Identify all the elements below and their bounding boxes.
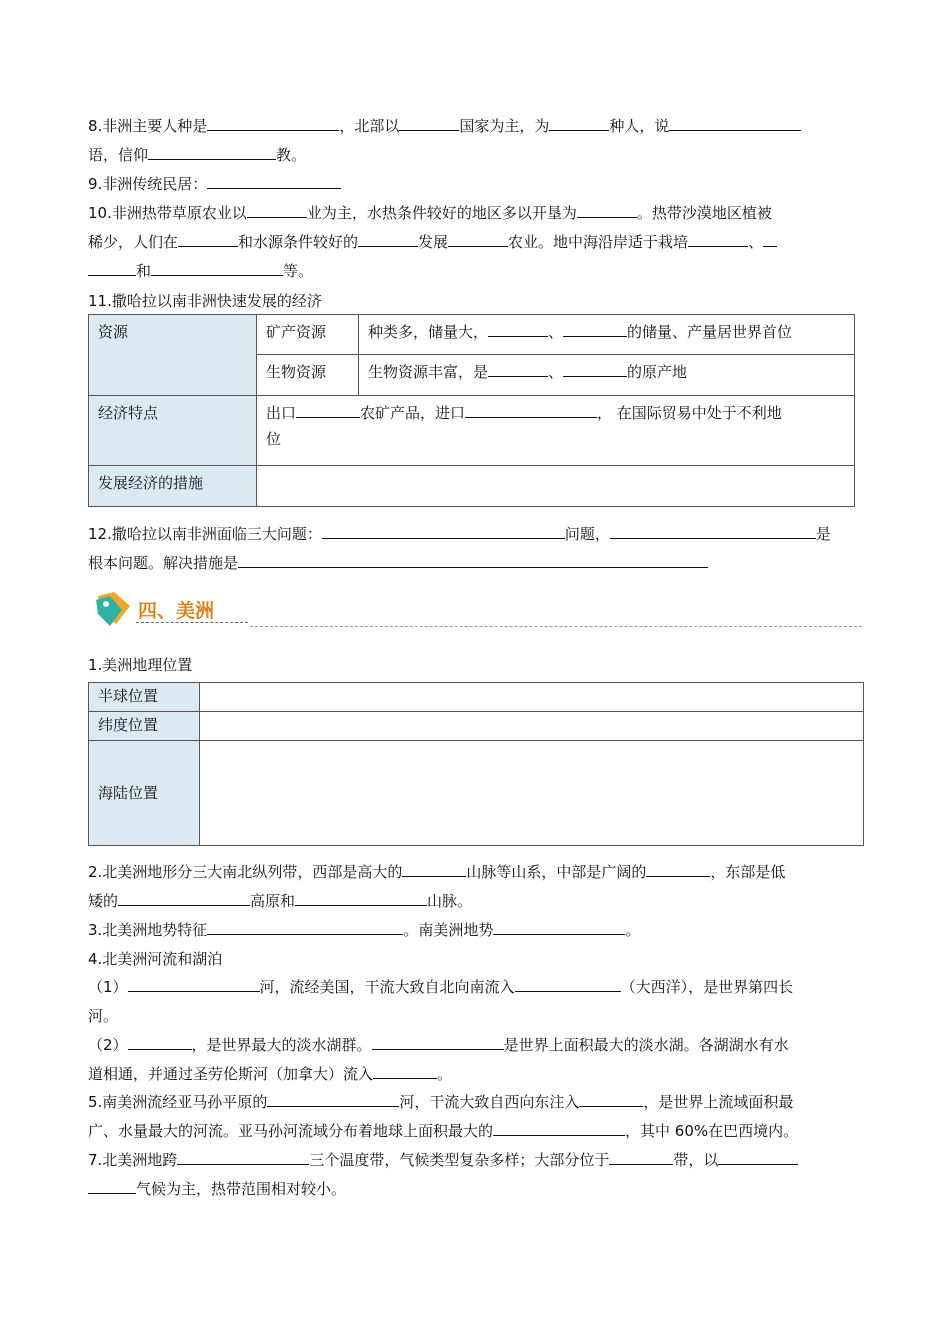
answer-blank[interactable]	[358, 232, 418, 247]
answer-blank[interactable]	[493, 920, 625, 935]
economy-table	[88, 314, 855, 507]
q9-line: 9.非洲传统民居：	[88, 174, 341, 194]
answer-blank[interactable]	[151, 261, 283, 276]
q12-line1: 12.撒哈拉以南非洲面临三大问题： 问题， 是	[88, 525, 831, 543]
cell-latitude-answer[interactable]	[200, 712, 864, 741]
section-divider	[250, 626, 862, 627]
answer-blank[interactable]	[493, 1121, 625, 1136]
cell-mineral: 矿产资源	[257, 315, 359, 355]
answer-blank[interactable]	[207, 116, 339, 131]
am4-p1-line2: 河。	[88, 1007, 119, 1025]
answer-blank[interactable]	[296, 403, 360, 418]
q8-line1: 8.非洲主要人种是 ，北部以 国家为主，为 种人，说	[88, 116, 801, 136]
answer-blank[interactable]	[563, 322, 627, 337]
row-header-measures: 发展经济的措施	[89, 466, 257, 507]
q10-line3: 和 等。	[88, 261, 313, 281]
answer-blank[interactable]	[448, 232, 508, 247]
answer-blank[interactable]	[177, 1150, 309, 1165]
am3-line: 3.北美洲地势特征 。南美洲地势 。	[88, 921, 641, 939]
answer-blank[interactable]	[549, 116, 609, 131]
answer-blank[interactable]	[488, 362, 548, 377]
q10-line2: 稀少，人们在 和水源条件较好的 发展 农业。地中海沿岸适于栽培 、	[88, 232, 777, 252]
cell-bio-desc: 生物资源丰富，是 、 的原产地	[359, 355, 855, 396]
answer-blank[interactable]	[118, 891, 250, 906]
answer-blank[interactable]	[718, 1150, 798, 1165]
cell-hemisphere-answer[interactable]	[200, 683, 864, 712]
row-header-resources: 资源	[89, 315, 257, 396]
am4-title: 4.北美洲河流和湖泊	[88, 950, 223, 968]
answer-blank[interactable]	[402, 862, 466, 877]
answer-blank[interactable]	[646, 862, 710, 877]
am4-p2-line2: 道相通，并通过圣劳伦斯河（加拿大）流入 。	[88, 1065, 453, 1083]
am2-line1: 2.北美洲地形分三大南北纵列带，西部是高大的 山脉等山系，中部是广阔的 ，东部是低	[88, 863, 786, 881]
section-header	[92, 588, 862, 632]
am5-line1: 5.南美洲流经亚马孙平原的 河，干流大致自西向东注入 ，是世界上流域面积最	[88, 1093, 794, 1111]
cell-land-sea-answer[interactable]	[200, 741, 864, 846]
answer-blank[interactable]	[295, 891, 427, 906]
answer-blank[interactable]	[238, 553, 708, 568]
answer-blank[interactable]	[178, 232, 238, 247]
answer-blank[interactable]	[88, 1179, 136, 1194]
q11-title: 11.撒哈拉以南非洲快速发展的经济	[88, 292, 322, 310]
answer-blank[interactable]	[488, 322, 548, 337]
am1-title: 1.美洲地理位置	[88, 656, 193, 674]
answer-blank[interactable]	[609, 1150, 673, 1165]
answer-blank[interactable]	[465, 403, 597, 418]
answer-blank[interactable]	[128, 1035, 192, 1050]
row-header-econ: 经济特点	[89, 396, 257, 466]
row-header-latitude: 纬度位置	[89, 712, 200, 741]
q8-line2: 语，信仰 教。	[88, 146, 307, 164]
am7-line1: 7.北美洲地跨 三个温度带，气候类型复杂多样；大部分位于 带，以	[88, 1150, 798, 1170]
cell-bio: 生物资源	[257, 355, 359, 396]
answer-blank[interactable]	[669, 116, 801, 131]
cell-econ-desc: 出口 农矿产品，进口 ， 在国际贸易中处于不利地 位	[257, 396, 855, 466]
answer-blank[interactable]	[515, 977, 621, 992]
answer-blank[interactable]	[128, 977, 260, 992]
answer-blank[interactable]	[763, 232, 777, 247]
answer-blank[interactable]	[610, 524, 816, 539]
row-header-hemisphere: 半球位置	[89, 683, 200, 712]
row-header-land-sea: 海陆位置	[89, 741, 200, 846]
answer-blank[interactable]	[322, 524, 565, 539]
am4-p2-line1: （2） ，是世界最大的淡水湖群。 是世界上面积最大的淡水湖。各湖湖水有水	[88, 1036, 789, 1054]
answer-blank[interactable]	[372, 1035, 504, 1050]
answer-blank[interactable]	[399, 116, 459, 131]
answer-blank[interactable]	[579, 1092, 643, 1107]
answer-blank[interactable]	[373, 1064, 437, 1079]
am4-p1-line1: （1） 河，流经美国，干流大致自北向南流入 （大西洋），是世界第四长	[88, 978, 794, 996]
answer-blank[interactable]	[148, 145, 276, 160]
am2-line2: 矮的 高原和 山脉。	[88, 892, 473, 910]
tag-icon	[92, 588, 132, 628]
cell-measures-answer[interactable]	[257, 466, 855, 507]
answer-blank[interactable]	[88, 261, 136, 276]
cell-mineral-desc: 种类多，储量大， 、 的储量、产量居世界首位	[359, 315, 855, 355]
answer-blank[interactable]	[267, 1092, 399, 1107]
answer-blank[interactable]	[207, 174, 341, 189]
am5-line2: 广、水量最大的河流。亚马孙河流域分布着地球上面积最大的 ，其中 60%在巴西境内。	[88, 1122, 799, 1140]
answer-blank[interactable]	[247, 203, 307, 218]
answer-blank[interactable]	[563, 362, 627, 377]
location-table	[88, 682, 864, 846]
q12-line2: 根本问题。解决措施是	[88, 553, 708, 573]
section-title: 四、美洲	[138, 600, 215, 622]
answer-blank[interactable]	[688, 232, 748, 247]
am7-line2: 气候为主，热带范围相对较小。	[88, 1179, 346, 1199]
title-underline	[136, 622, 248, 623]
q10-line1: 10.非洲热带草原农业以 业为主，水热条件较好的地区多以开垦为 。热带沙漠地区植被	[88, 204, 772, 222]
answer-blank[interactable]	[207, 920, 403, 935]
answer-blank[interactable]	[577, 203, 637, 218]
